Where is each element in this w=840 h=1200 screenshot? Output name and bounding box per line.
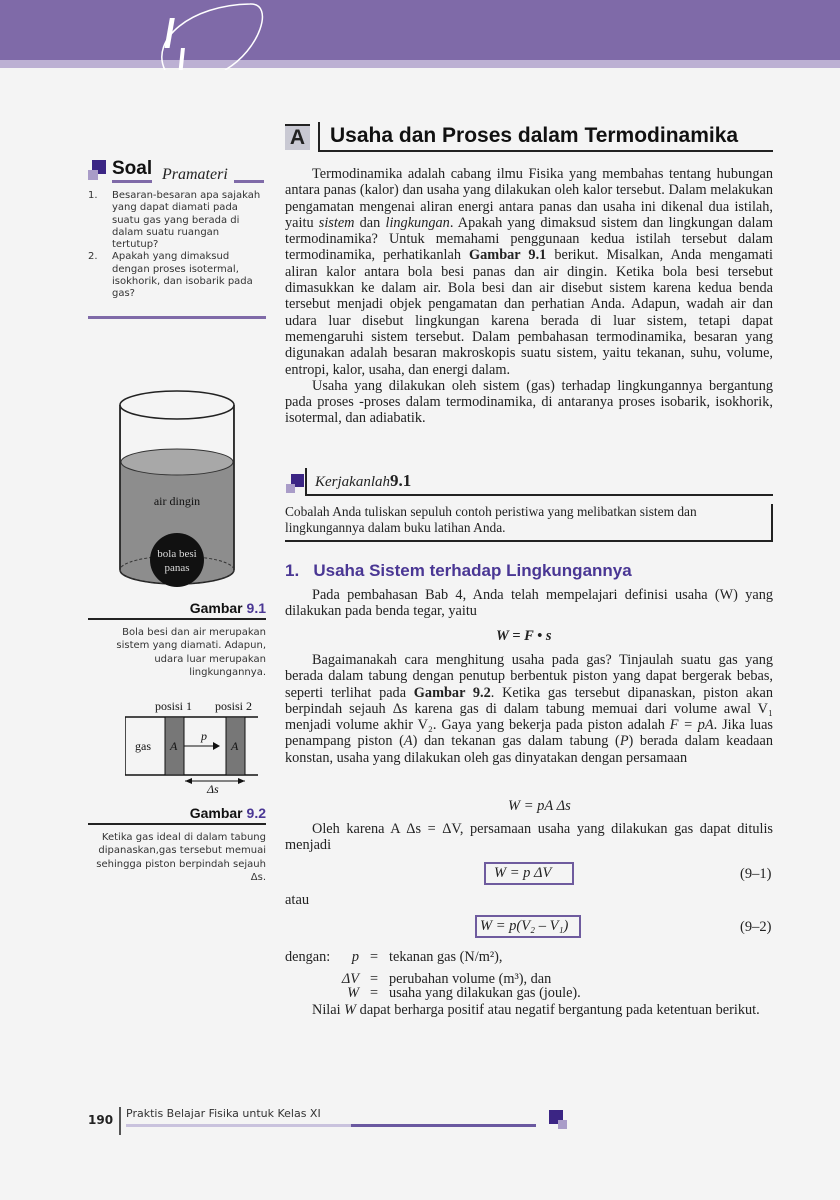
paragraph <box>285 378 773 427</box>
text-run: Bagaimanakah cara menghitung usaha pada gas? Tinjaulah suatu gas yang berada dalam tabung dengan penutup berbentuk piston yang dapat bergerak bebas, seperti terlihat pada <box>285 652 773 701</box>
square-icon <box>558 1120 567 1129</box>
divider <box>234 180 264 183</box>
legend-row <box>335 986 735 1001</box>
gas-label: gas <box>135 739 151 753</box>
cylinder-figure <box>115 385 240 595</box>
divider <box>88 316 266 319</box>
soal-subtitle: Pramateri <box>162 166 228 183</box>
piston-figure <box>125 695 265 795</box>
soal-item <box>88 190 266 251</box>
ball-label: panas <box>164 562 190 574</box>
text-run: berikut. Misalkan, Anda mengamati aliran kalor antara bola besi panas dan air dingin. Ketika bola besi tersebut dimasukkan ke dalam air. Bola besi dan air disebut sistem karena kedua benda tersebut menjadi objek pengamatan dan perhatian Anda. Adapun, wadah air dan udara luar disebut lingkungan karena berada di luar sistem, tetapi dapat memengaruhi sistem tersebut. Dalam pembahasan termodinamika, besaran yang digunakan adalah besaran makroskopis suatu sistem, yaitu tekanan, suhu, volume, entropi, kalor, usaha, dan energi dalam. <box>285 247 774 378</box>
equation-number: (9–2) <box>740 919 772 935</box>
paragraph <box>285 652 773 766</box>
caption-number: 9.1 <box>246 600 266 616</box>
text-run: . Apakah yang dimaksud sistem dan lingkungan dalam termodinamika? Untuk memahami penggunaan kedua istilah tersebut dalam termodinamika, perhatikanlah <box>285 214 773 264</box>
text-run: sistem <box>318 214 355 231</box>
caption-title: Gambar <box>189 805 243 821</box>
ball-label: bola besi <box>157 548 197 560</box>
text-run: dapat berharga positif atau negatif bergantung pada ketentuan berikut. <box>356 1002 760 1018</box>
text-run: P <box>619 733 629 750</box>
item-number: 1. <box>88 190 98 201</box>
book-title: Praktis Belajar Fisika untuk Kelas XI <box>126 1107 321 1120</box>
paragraph-oleh <box>285 821 773 854</box>
symbol: ΔV <box>341 971 359 987</box>
text-run: W <box>344 1002 357 1018</box>
footer-rule <box>351 1124 536 1127</box>
caption-text: Bola besi dan air merupakan sistem yang diamati. Adapun, udara luar merupakan lingkungannya. <box>116 627 266 678</box>
position-2-label: posisi 2 <box>215 699 253 713</box>
item-text: Besaran-besaran apa sajakah yang dapat diamati pada suatu gas yang berada di dalam suatu ruangan tertutup? <box>112 190 261 251</box>
text-run: . Jika luas penampang piston ( <box>285 717 773 750</box>
equals: = <box>369 985 379 1001</box>
position-1-label: posisi 1 <box>155 699 193 713</box>
kerjakanlah-text: Cobalah Anda tuliskan sepuluh contoh peristiwa yang melibatkan sistem dan lingkungannya dalam buku latihan Anda. <box>285 504 773 542</box>
text-run: Oleh karena A Δs = ΔV, persamaan usaha yang dilakukan gas dapat ditulis menjadi <box>285 821 773 854</box>
paragraph <box>285 166 773 378</box>
square-icon <box>88 170 98 180</box>
symbol: p <box>351 949 359 965</box>
area-label: A <box>231 739 239 753</box>
figure-caption-9-2 <box>88 805 266 884</box>
area-label: A <box>170 739 178 753</box>
item-text: Apakah yang dimaksud dengan proses isotermal, isokhorik, dan isobarik pada gas? <box>112 251 253 300</box>
text-run: Gambar 9.1 <box>469 247 547 264</box>
caption-text: Ketika gas ideal di dalam tabung dipanaskan,gas tersebut memuai sehingga piston berpindah sejauh Δs. <box>96 832 266 883</box>
section-title: Usaha dan Proses dalam Termodinamika <box>318 122 773 152</box>
atau-text: atau <box>285 892 310 908</box>
description: tekanan gas (N/m²), <box>389 949 503 965</box>
equals: = <box>369 971 379 987</box>
equation-w-fs: W = F • s <box>496 628 552 644</box>
section-letter: A <box>285 124 310 150</box>
equation-number: (9–1) <box>740 866 772 882</box>
legend-row <box>335 950 735 965</box>
page-number: 190 <box>88 1113 114 1127</box>
pressure-label: p <box>201 729 207 743</box>
paragraph <box>285 587 773 620</box>
soal-title: Soal <box>112 158 152 183</box>
water-label: air dingin <box>153 494 201 508</box>
equation-w-pas: W = pA Δs <box>508 798 571 814</box>
equals: = <box>369 949 379 965</box>
text-run: Usaha yang dilakukan oleh sistem (gas) terhadap lingkungannya bergantung pada proses -proses dalam termodinamika, di antaranya proses isobarik, isokhorik, isotermal, dan adiabatik. <box>285 377 773 427</box>
header-swoosh-icon <box>90 0 270 70</box>
text-run: ) dan tekanan gas dalam tabung ( <box>412 733 620 750</box>
paragraph-gas <box>285 652 773 766</box>
paragraph <box>285 821 773 854</box>
text-run: Pada pembahasan Bab 4, Anda telah mempelajari definisi usaha (W) yang dilakukan pada benda tegar, yaitu <box>285 587 773 620</box>
paragraph <box>285 1002 773 1018</box>
footer-rule <box>126 1124 351 1127</box>
figure-caption-9-1 <box>88 600 266 679</box>
divider <box>119 1107 121 1135</box>
text-run: Gambar 9.2 <box>413 684 491 701</box>
equation-9-1: W = p ΔV <box>484 862 574 885</box>
item-number: 2. <box>88 251 98 263</box>
caption-number: 9.2 <box>246 805 266 821</box>
paragraph-usaha <box>285 587 773 620</box>
text-run: Termodinamika adalah cabang ilmu Fisika yang membahas tentang hubungan antara panas (kalor) dan usaha yang dilakukan oleh kalor tersebut. Dalam melakukan pengamatan mengenai aliran energi antara panas dan usaha ini dikenal dua istilah, yaitu <box>285 166 773 231</box>
text-run: Nilai <box>312 1002 345 1018</box>
iron-ball <box>150 533 204 587</box>
text-run: A <box>403 733 413 750</box>
caption-title: Gambar <box>189 600 243 616</box>
description: perubahan volume (m³), dan <box>389 971 552 987</box>
intro-text <box>285 166 773 427</box>
divider <box>88 618 266 620</box>
kerjakanlah-number: 9.1 <box>390 471 412 490</box>
square-icon <box>286 484 295 493</box>
text-run: lingkungan <box>385 214 450 231</box>
equation-9-2: W = p(V₂ – V₁) <box>475 915 581 938</box>
soal-item <box>88 251 266 300</box>
kerjakanlah-title: Kerjakanlah <box>315 474 390 490</box>
dengan-label: dengan: <box>285 949 331 965</box>
displacement-label: Δs <box>207 782 219 795</box>
subsection-title: 1. Usaha Sistem terhadap Lingkungannya <box>285 561 632 580</box>
text-run: . Ketika gas tersebut dipanaskan, piston akan berpindah sejauh Δs karena gas di dalam tabung memuai dari volume awal V₁ menjadi volume akhir V₂. Gaya yang bekerja pada piston adalah <box>285 684 774 734</box>
symbol: W <box>347 985 359 1001</box>
paragraph-nilai <box>285 1002 773 1018</box>
divider <box>88 823 266 825</box>
description: usaha yang dilakukan gas (joule). <box>389 985 581 1001</box>
text-run: dan <box>354 214 386 231</box>
text-run: F = pA <box>669 717 714 734</box>
text-run: ) berada dalam keadaan konstan, usaha yang dilakukan oleh gas dinyatakan dengan persamaan <box>285 733 774 766</box>
